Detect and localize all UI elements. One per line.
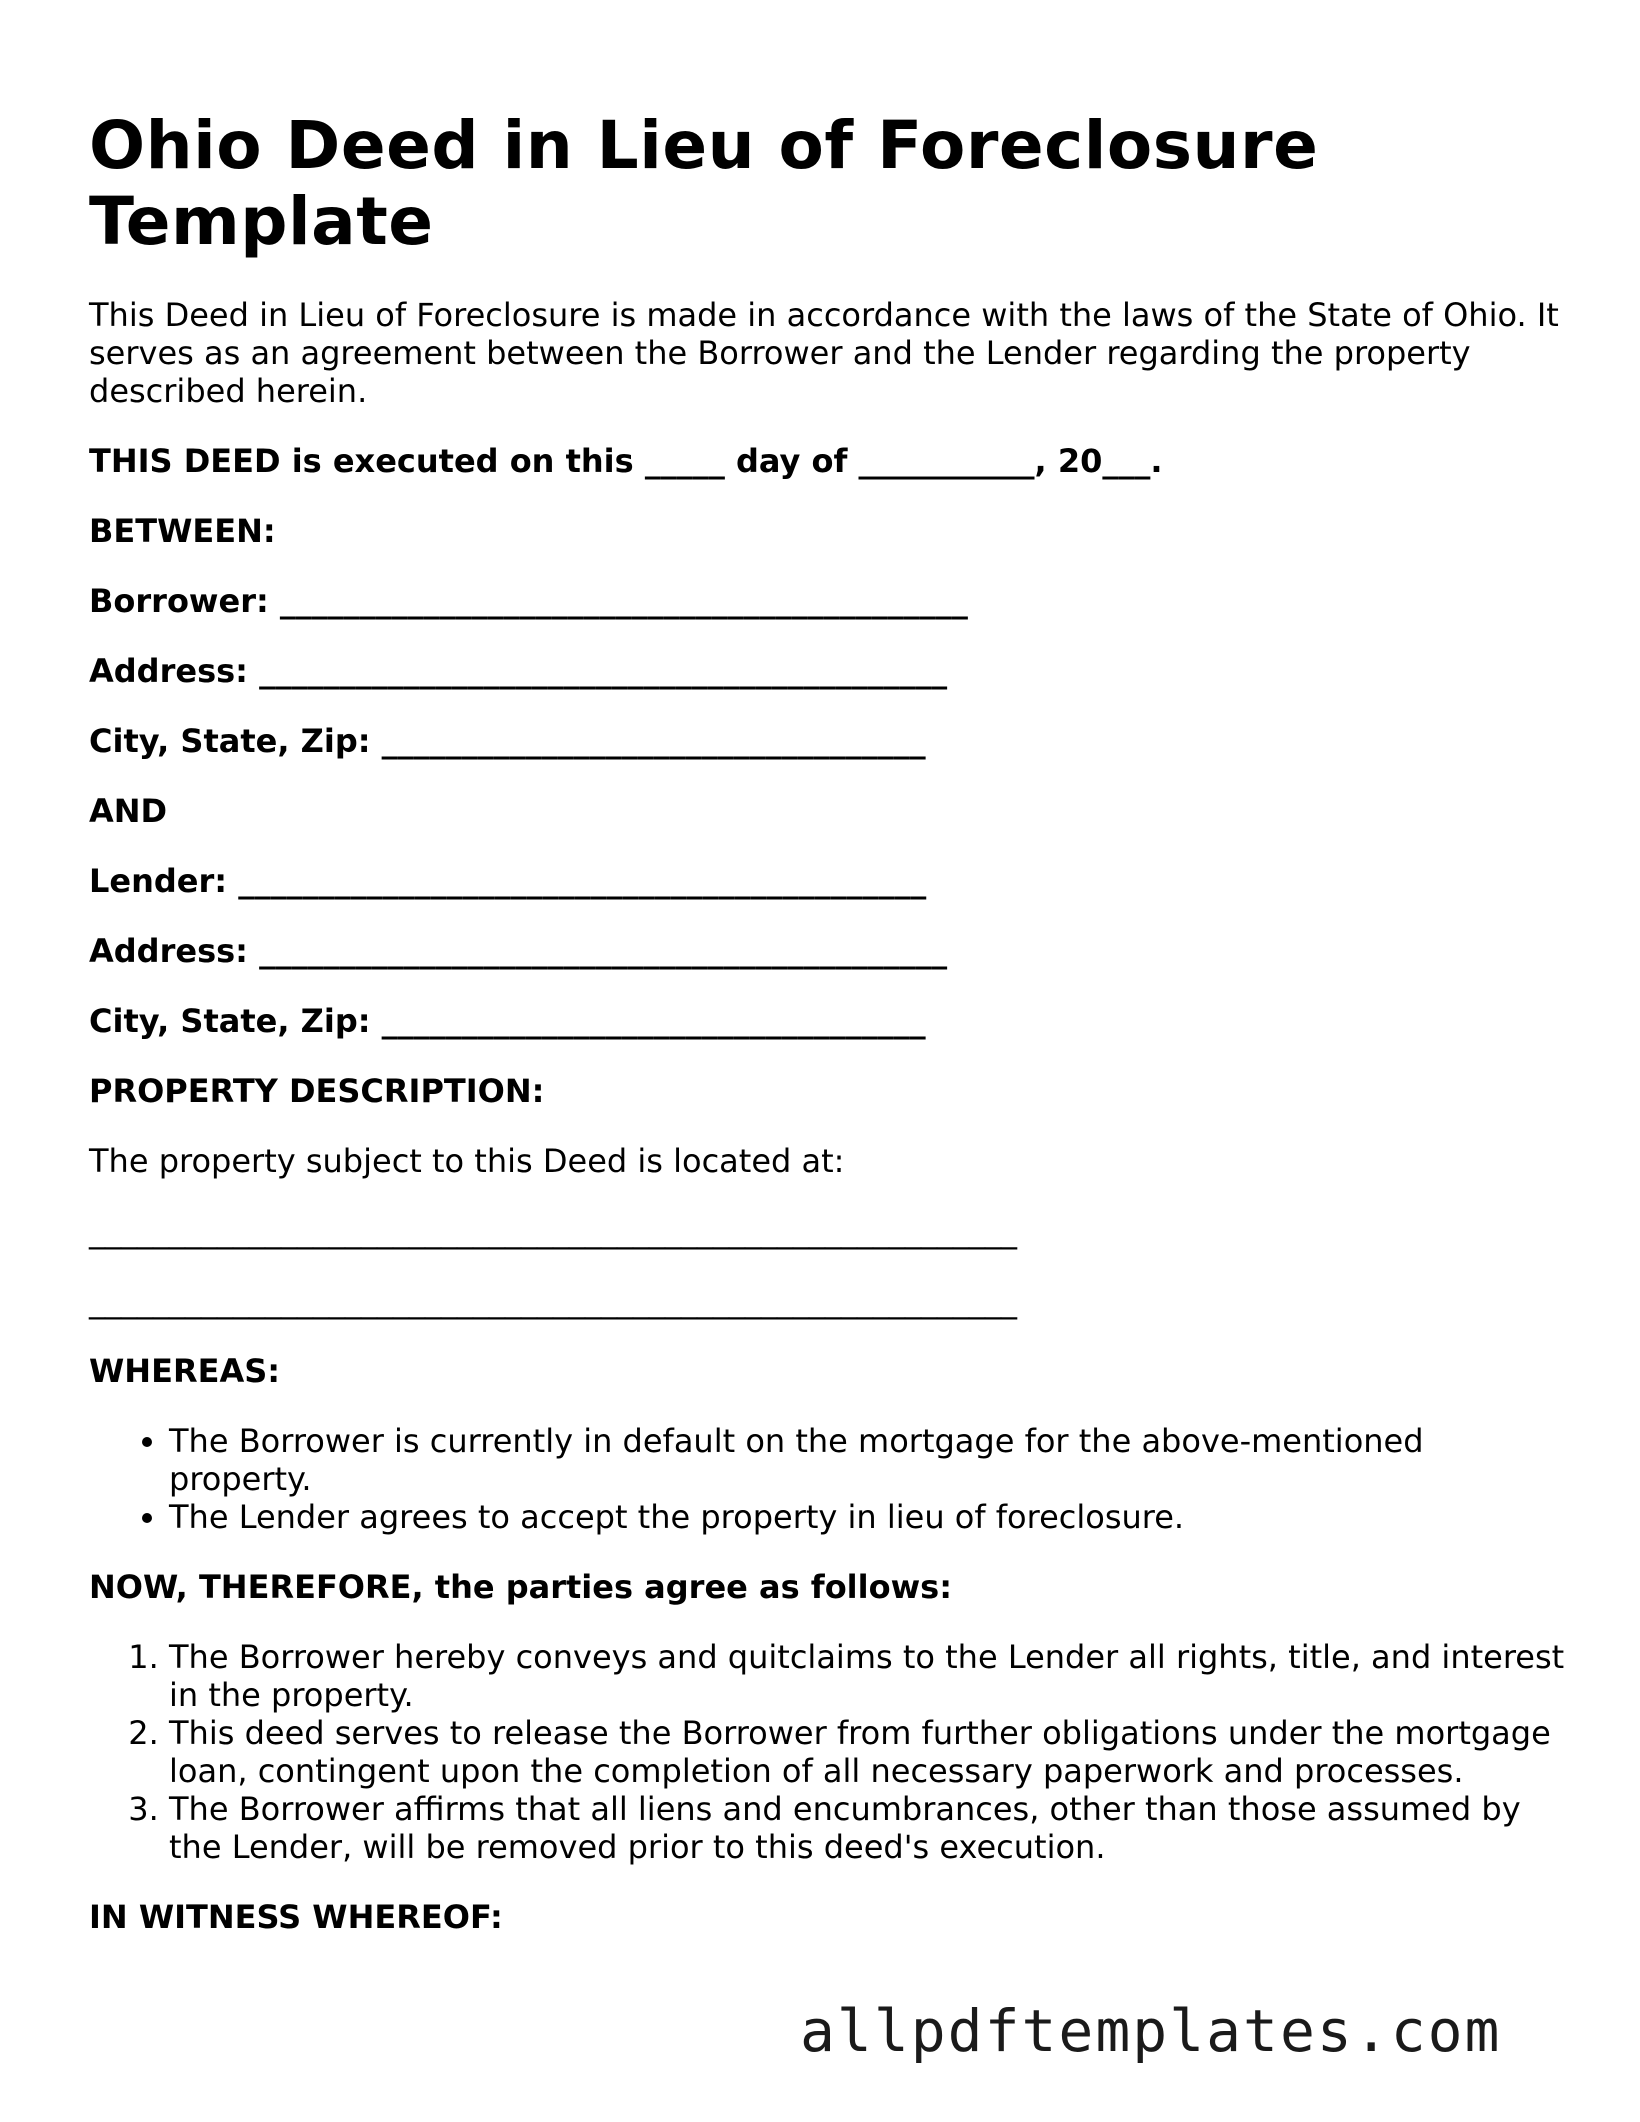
and-heading: AND xyxy=(89,792,168,830)
document-page xyxy=(89,108,1569,1936)
watermark-text: allpdftemplates.com xyxy=(800,1997,1502,2065)
borrower-city-state-zip-field: City, State, Zip: __________________________________ xyxy=(89,722,926,760)
agreement-item: 3. The Borrower affirms that all liens and encumbrances, other than those assumed by the Lender, will be removed prior to this deed's execution. xyxy=(169,1790,1569,1866)
borrower-name-field: Borrower: ___________________________________________ xyxy=(89,582,968,620)
witness-heading: IN WITNESS WHEREOF: xyxy=(89,1898,503,1936)
borrower-address-field: Address: ___________________________________________ xyxy=(89,652,948,690)
lender-name-field: Lender: ___________________________________________ xyxy=(89,862,927,900)
whereas-item: • The Lender agrees to accept the property in lieu of foreclosure. xyxy=(169,1498,1569,1536)
property-blank-line-1: __________________________________________________________ xyxy=(89,1212,1017,1250)
page-title: Ohio Deed in Lieu of Foreclosure Template xyxy=(89,107,1319,260)
agreement-item: 1. The Borrower hereby conveys and quitclaims to the Lender all rights, title, and interest in the property. xyxy=(169,1638,1569,1714)
whereas-list xyxy=(89,1422,1569,1536)
lender-city-state-zip-field: City, State, Zip: __________________________________ xyxy=(89,1002,926,1040)
agreement-list xyxy=(89,1638,1569,1866)
therefore-heading: NOW, THEREFORE, the parties agree as follows: xyxy=(89,1568,952,1606)
intro-paragraph: This Deed in Lieu of Foreclosure is made in accordance with the laws of the State of Ohio. It serves as an agreement between the Borrower and the Lender regarding the property described herein. xyxy=(89,296,1559,410)
between-heading: BETWEEN: xyxy=(89,512,276,550)
agreement-item: 2. This deed serves to release the Borrower from further obligations under the mortgage loan, contingent upon the completion of all necessary paperwork and processes. xyxy=(169,1714,1569,1790)
executed-line: THIS DEED is executed on this _____ day of ___________, 20___. xyxy=(89,442,1163,480)
lender-address-field: Address: ___________________________________________ xyxy=(89,932,948,970)
property-location-text: The property subject to this Deed is located at: xyxy=(89,1142,845,1180)
property-blank-line-2: __________________________________________________________ xyxy=(89,1282,1017,1320)
whereas-heading: WHEREAS: xyxy=(89,1352,281,1390)
property-description-heading: PROPERTY DESCRIPTION: xyxy=(89,1072,545,1110)
whereas-item: • The Borrower is currently in default on the mortgage for the above-mentioned property. xyxy=(169,1422,1569,1498)
